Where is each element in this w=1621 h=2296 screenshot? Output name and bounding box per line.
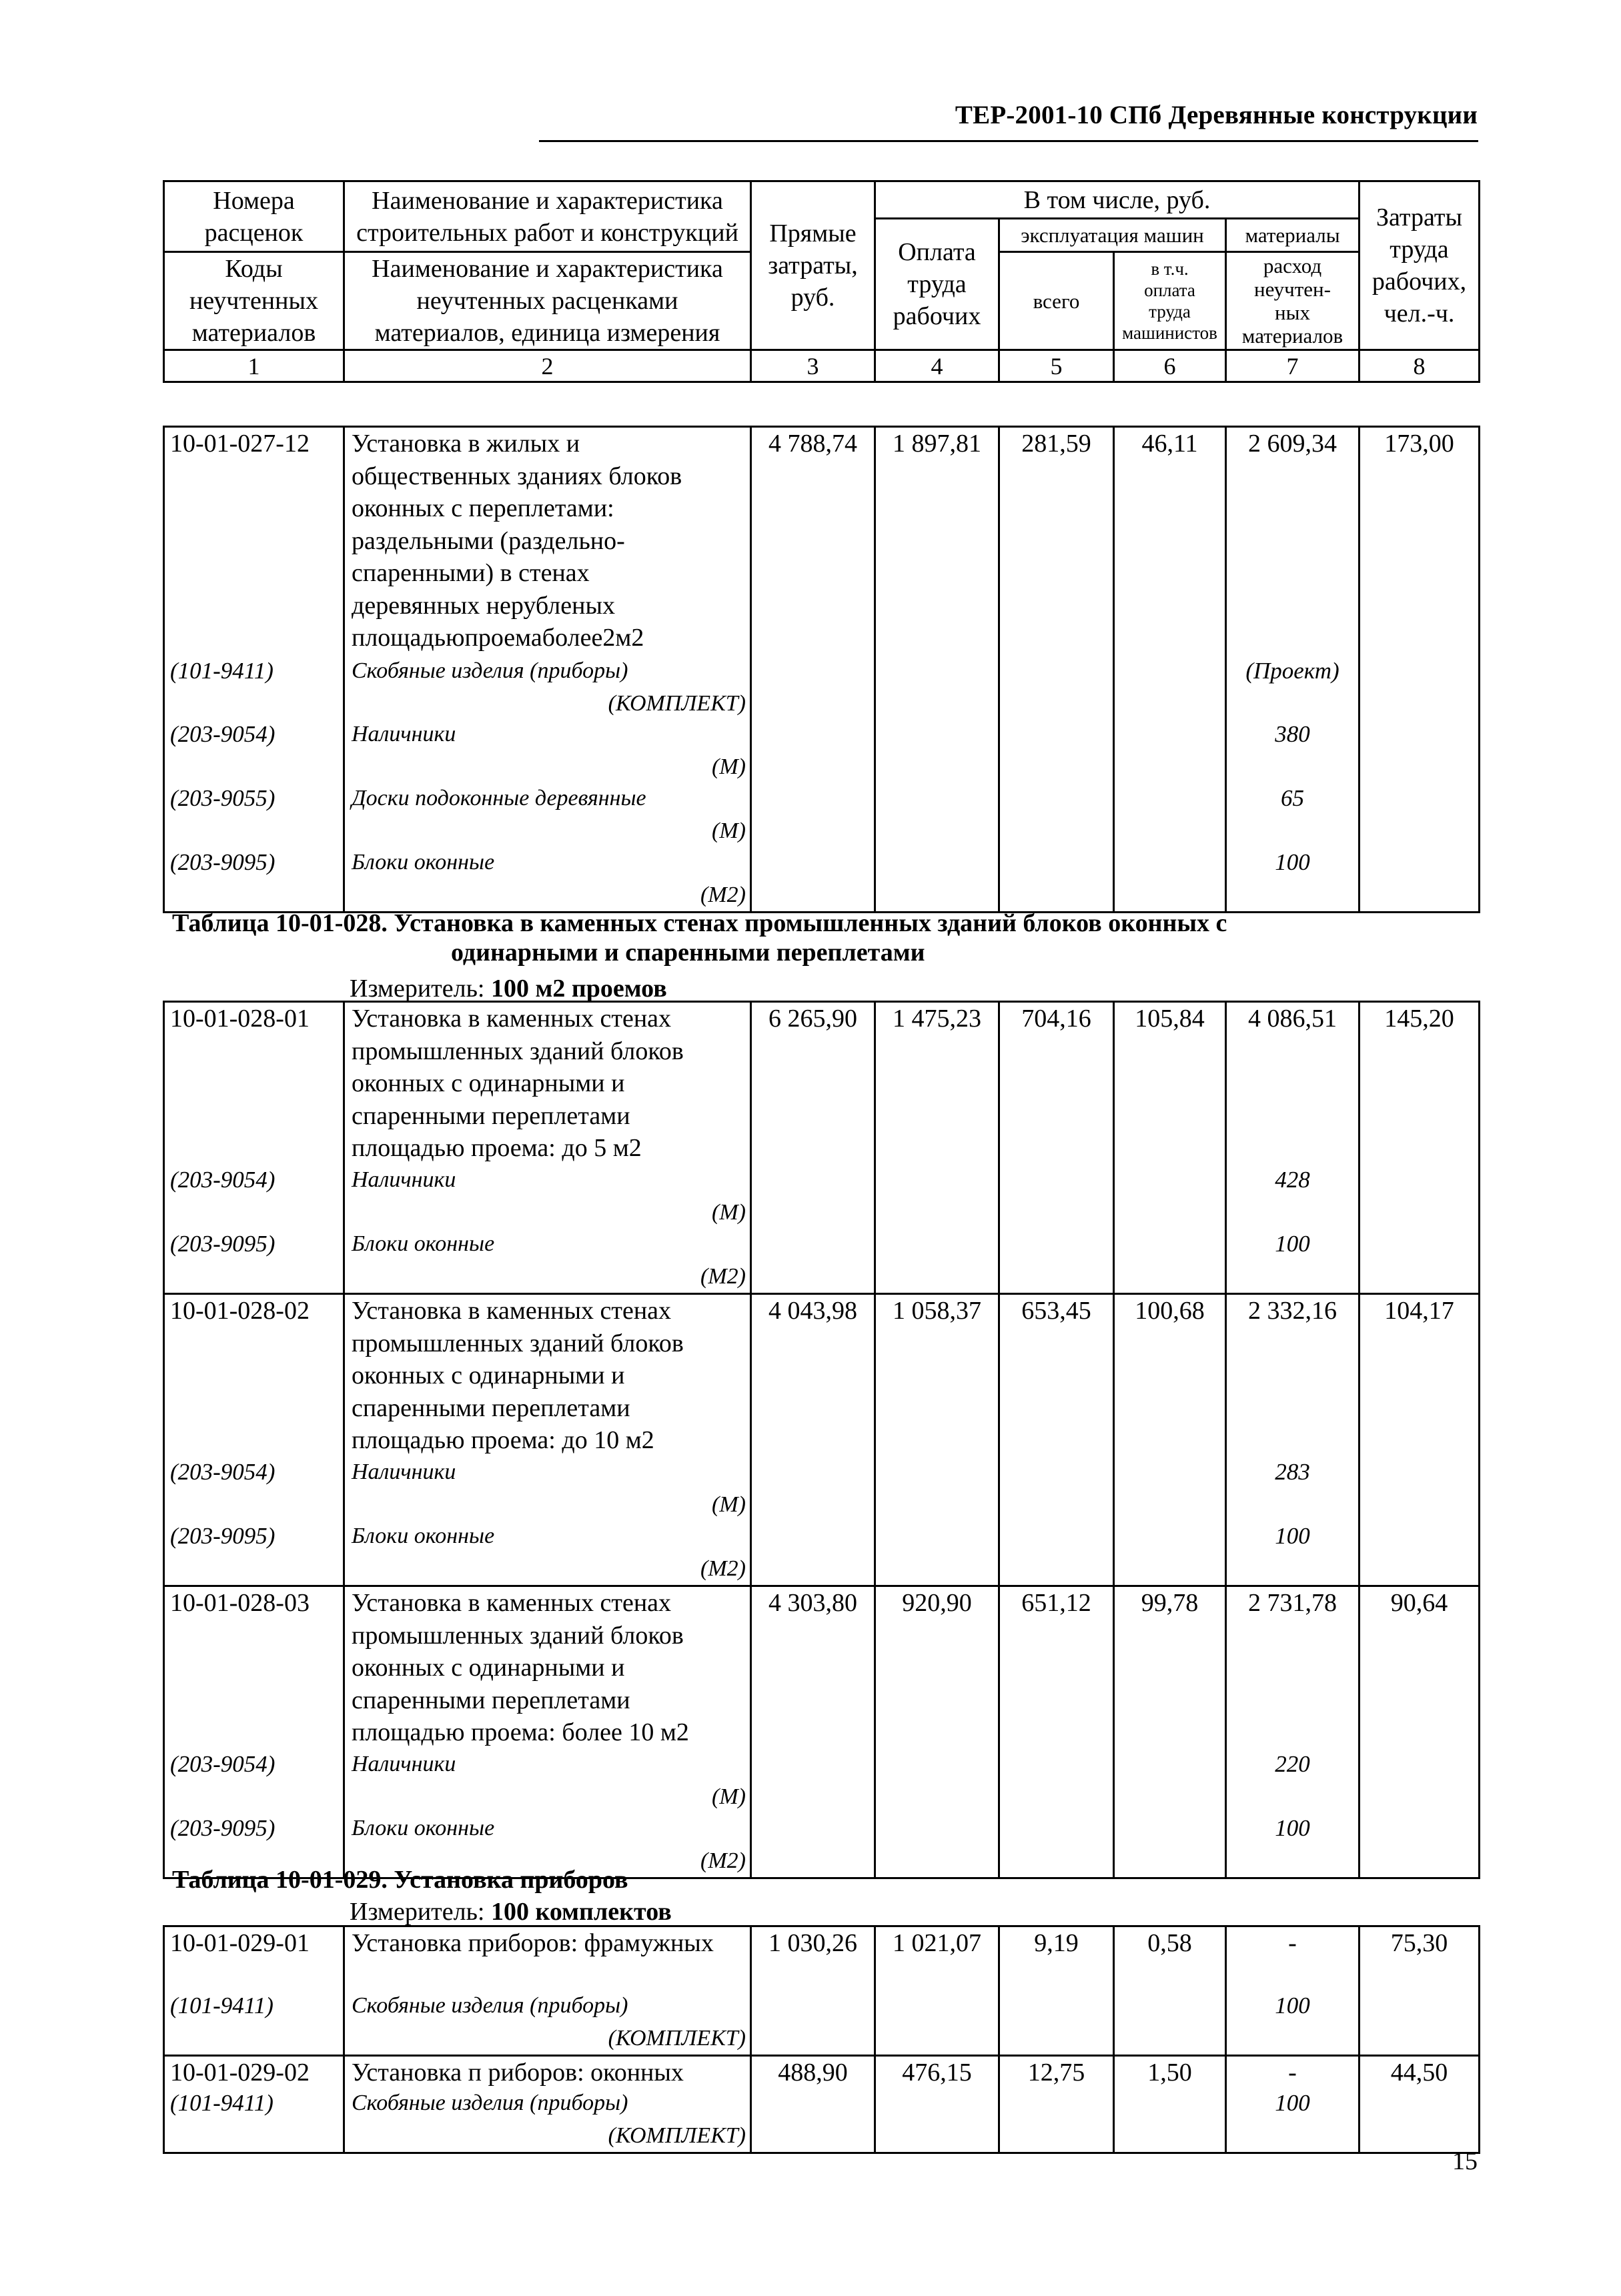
labor-pay: 1 021,07 (875, 1926, 999, 2056)
material-code: (203-9095) (170, 1815, 276, 1841)
material-name: Наличники (352, 1752, 456, 1776)
labor-hours: 44,50 (1360, 2056, 1480, 2153)
materials-cell (1226, 427, 1360, 913)
column-number: 5 (999, 350, 1114, 382)
column-number: 8 (1360, 350, 1480, 382)
labor-pay: 476,15 (875, 2056, 999, 2153)
material-unit: (М2) (700, 1556, 746, 1581)
material-name: Блоки оконные (352, 1231, 495, 1256)
material-entry (352, 846, 750, 911)
direct-costs: 4 303,80 (751, 1586, 875, 1878)
header-machinists-pay: в т.ч. оплата труда машинистов (1114, 252, 1226, 350)
material-name: Скобяные изделия (приборы) (352, 2091, 628, 2115)
material-code: (203-9054) (170, 1751, 276, 1777)
material-name: Доски подоконные деревянные (352, 786, 646, 810)
direct-costs: 4 788,74 (751, 427, 875, 913)
materials-cell (1226, 1002, 1360, 1294)
materials-cell (1226, 2056, 1360, 2153)
rate-code-cell (164, 1002, 344, 1294)
rate-code-cell (164, 1926, 344, 2056)
rate-name-cell (344, 1002, 751, 1294)
material-name: Наличники (352, 1167, 456, 1192)
material-quantity: 428 (1275, 1167, 1310, 1193)
material-entry (352, 1164, 750, 1228)
machines-total: 12,75 (999, 2056, 1114, 2153)
material-quantity: 100 (1275, 1992, 1310, 2019)
material-entry (352, 718, 750, 782)
rate-code: 10-01-027-12 (170, 430, 310, 458)
header-labor-costs: Затраты труда рабочих, чел.-ч. (1360, 181, 1480, 350)
rate-code: 10-01-028-01 (170, 1005, 310, 1033)
labor-hours: 173,00 (1360, 427, 1480, 913)
header-rule (539, 140, 1478, 142)
table-028-caption: Таблица 10-01-028. Установка в каменных стенах промышленных зданий блоков оконных с одинарными и спаренными переплетами (172, 909, 1227, 967)
machines-total: 281,59 (999, 427, 1114, 913)
table-row (164, 1586, 1480, 1878)
column-number: 6 (1114, 350, 1226, 382)
material-unit: (КОМПЛЕКТ) (608, 2123, 746, 2148)
direct-costs: 488,90 (751, 2056, 875, 2153)
material-unit: (КОМПЛЕКТ) (608, 690, 746, 716)
material-code: (203-9055) (170, 785, 276, 811)
material-unit: (КОМПЛЕКТ) (608, 2025, 746, 2051)
material-unit: (М2) (700, 882, 746, 907)
direct-costs: 1 030,26 (751, 1926, 875, 2056)
material-quantity: 65 (1281, 785, 1304, 811)
header-machines: эксплуатация машин (999, 219, 1226, 252)
material-quantity: 100 (1275, 849, 1310, 875)
material-code: (203-9095) (170, 1523, 276, 1549)
machines-total: 651,12 (999, 1586, 1114, 1878)
material-name: Скобяные изделия (приборы) (352, 1993, 628, 2018)
rate-code: 10-01-029-01 (170, 1929, 310, 1957)
header-rate-numbers: Номера расценок (164, 181, 344, 252)
table-029-meter: Измеритель: 100 комплектов (350, 1898, 672, 1926)
rate-code: 10-01-029-02 (170, 2059, 310, 2087)
rate-table-029 (163, 1925, 1480, 2154)
material-code: (203-9095) (170, 1231, 276, 1257)
rate-name: Установка в каменных стенах промышленных зданий блоков оконных с одинарными и спаренными переплетами площадью проема: до 10 м2 (352, 1297, 684, 1454)
machines-total: 653,45 (999, 1294, 1114, 1586)
rate-name-cell (344, 427, 751, 913)
material-quantity: (Проект) (1245, 658, 1339, 684)
material-quantity: 100 (1275, 1231, 1310, 1257)
column-number: 2 (344, 350, 751, 382)
rate-code-cell (164, 1586, 344, 1878)
rate-code: 10-01-028-02 (170, 1297, 310, 1325)
materials-cost: 2 731,78 (1248, 1589, 1337, 1617)
materials-cost: - (1288, 2059, 1297, 2087)
labor-pay: 920,90 (875, 1586, 999, 1878)
machines-total: 9,19 (999, 1926, 1114, 2056)
header-unaccounted-materials: расход неучтен- ных материалов (1226, 252, 1360, 350)
header-direct-costs: Прямые затраты, руб. (751, 181, 875, 350)
material-quantity: 380 (1275, 721, 1310, 747)
material-name: Блоки оконные (352, 850, 495, 875)
rate-name: Установка приборов: фрамужных (352, 1929, 714, 1957)
labor-hours: 104,17 (1360, 1294, 1480, 1586)
material-unit: (М) (712, 1492, 746, 1517)
column-number: 1 (164, 350, 344, 382)
column-number: 3 (751, 350, 875, 382)
machinists-pay: 100,68 (1114, 1294, 1226, 1586)
rate-table-028 (163, 1001, 1480, 1879)
column-header-table (163, 180, 1480, 383)
column-number: 7 (1226, 350, 1360, 382)
material-code: (203-9095) (170, 849, 276, 875)
material-quantity: 100 (1275, 1815, 1310, 1841)
material-quantity: 100 (1275, 1523, 1310, 1549)
materials-cost: 4 086,51 (1248, 1005, 1337, 1033)
material-entry (352, 1520, 750, 1585)
labor-pay: 1 058,37 (875, 1294, 999, 1586)
rate-code-cell (164, 2056, 344, 2153)
material-unit: (М) (712, 1784, 746, 1809)
labor-hours: 145,20 (1360, 1002, 1480, 1294)
rate-name-cell (344, 1586, 751, 1878)
machinists-pay: 105,84 (1114, 1002, 1226, 1294)
material-code: (203-9054) (170, 1167, 276, 1193)
machinists-pay: 1,50 (1114, 2056, 1226, 2153)
material-entry (352, 1228, 750, 1293)
material-quantity: 100 (1275, 2090, 1310, 2116)
table-row (164, 1926, 1480, 2056)
materials-cell (1226, 1586, 1360, 1878)
materials-cost: 2 332,16 (1248, 1297, 1337, 1325)
rate-code-cell (164, 427, 344, 913)
material-name: Блоки оконные (352, 1524, 495, 1548)
materials-cell (1226, 1926, 1360, 2056)
machinists-pay: 0,58 (1114, 1926, 1226, 2056)
labor-hours: 90,64 (1360, 1586, 1480, 1878)
material-entry (352, 1748, 750, 1812)
page-number: 15 (1452, 2147, 1478, 2175)
rate-name: Установка в каменных стенах промышленных зданий блоков оконных с одинарными и спаренными переплетами площадью проема: более 10 м2 (352, 1589, 689, 1746)
material-entry (352, 655, 750, 718)
material-unit: (М2) (700, 1848, 746, 1873)
machines-total: 704,16 (999, 1002, 1114, 1294)
table-row (164, 1002, 1480, 1294)
material-code: (101-9411) (170, 658, 274, 684)
material-name: Наличники (352, 722, 456, 746)
direct-costs: 4 043,98 (751, 1294, 875, 1586)
header-materials: материалы (1226, 219, 1360, 252)
table-028-meter: Измеритель: 100 м2 проемов (350, 975, 667, 1003)
direct-costs: 6 265,90 (751, 1002, 875, 1294)
rate-code: 10-01-028-03 (170, 1589, 310, 1617)
header-unaccounted-codes: Коды неучтенных материалов (164, 252, 344, 350)
header-work-name: Наименование и характеристика строительных работ и конструкций (344, 181, 751, 252)
labor-hours: 75,30 (1360, 1926, 1480, 2056)
rate-name-cell (344, 2056, 751, 2153)
rate-name: Установка п риборов: оконных (352, 2059, 684, 2087)
material-code: (203-9054) (170, 1459, 276, 1485)
column-number: 4 (875, 350, 999, 382)
materials-cost: 2 609,34 (1248, 430, 1337, 458)
material-unit: (М) (712, 754, 746, 779)
header-machines-total: всего (999, 252, 1114, 350)
material-name: Скобяные изделия (приборы) (352, 658, 628, 683)
material-code: (101-9411) (170, 2090, 274, 2116)
material-code: (203-9054) (170, 721, 276, 747)
rate-name-cell (344, 1294, 751, 1586)
labor-pay: 1 475,23 (875, 1002, 999, 1294)
material-entry (352, 1456, 750, 1520)
material-unit: (М) (712, 1199, 746, 1225)
material-quantity: 283 (1275, 1459, 1310, 1485)
rate-name: Установка в жилых и общественных зданиях блоков оконных с переплетами: раздельными (раздельно- спаренными) в стенах деревянных нерубленых площадьюпроемаболее2м2 (352, 430, 682, 652)
material-name: Блоки оконные (352, 1816, 495, 1840)
material-unit: (М) (712, 818, 746, 843)
materials-cost: - (1288, 1929, 1297, 1957)
materials-cell (1226, 1294, 1360, 1586)
material-quantity: 220 (1275, 1751, 1310, 1777)
material-unit: (М2) (700, 1263, 746, 1289)
rate-code-cell (164, 1294, 344, 1586)
machinists-pay: 99,78 (1114, 1586, 1226, 1878)
running-head: ТЕР-2001-10 СПб Деревянные конструкции (955, 101, 1478, 129)
rate-name: Установка в каменных стенах промышленных зданий блоков оконных с одинарными и спаренными переплетами площадью проема: до 5 м2 (352, 1005, 684, 1162)
labor-pay: 1 897,81 (875, 427, 999, 913)
header-including: В том числе, руб. (875, 181, 1360, 219)
rate-name-cell (344, 1926, 751, 2056)
table-row (164, 2056, 1480, 2153)
machinists-pay: 46,11 (1114, 427, 1226, 913)
table-row (164, 1294, 1480, 1586)
header-unaccounted-names: Наименование и характеристика неучтенных расценками материалов, единица измерения (344, 252, 751, 350)
rate-table-027 (163, 426, 1480, 913)
table-029-caption: Таблица 10-01-029. Установка приборов (172, 1866, 628, 1894)
material-entry (352, 782, 750, 846)
header-labor-pay: Оплата труда рабочих (875, 219, 999, 350)
material-name: Наличники (352, 1460, 456, 1484)
material-code: (101-9411) (170, 1992, 274, 2019)
